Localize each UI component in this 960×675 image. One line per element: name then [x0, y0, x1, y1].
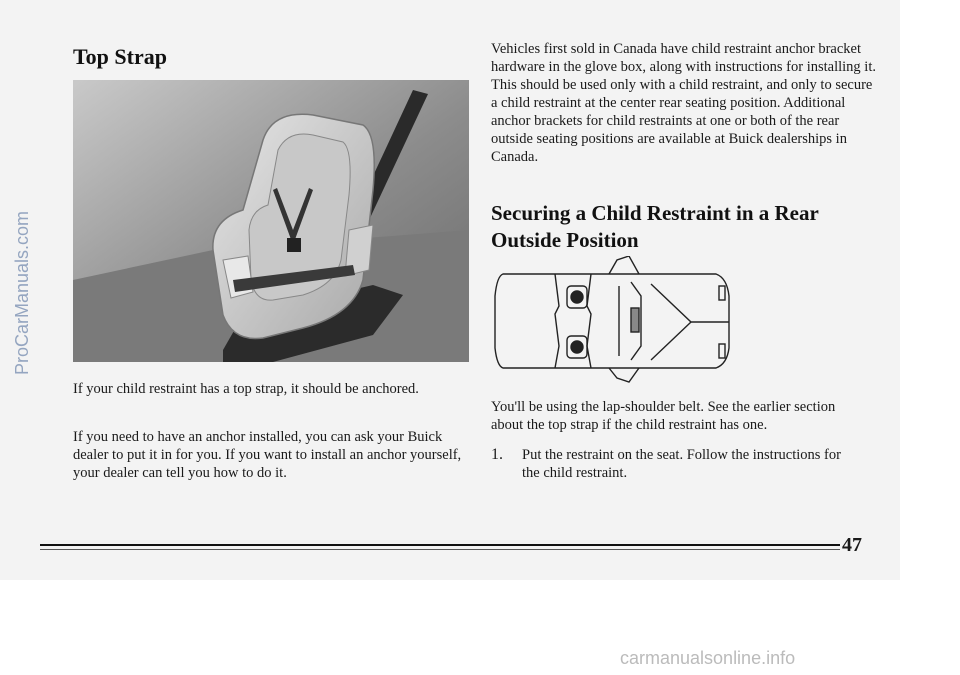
paragraph-anchor-installation: If you need to have an anchor installed, you can ask your Buick dealer to put it in for you. If you want to install an anchor yourself, your dealer can tell you how to do it. — [73, 429, 462, 481]
step-number: 1. — [491, 446, 503, 463]
child-seat-photo — [73, 80, 469, 362]
step-text: Put the restraint on the seat. Follow the instructions for the child restraint. — [522, 447, 841, 481]
section-heading-top-strap: Top Strap — [73, 44, 167, 69]
footer-rule-thin — [40, 549, 840, 550]
paragraph-canada-anchor-hardware: Vehicles first sold in Canada have child restraint anchor bracket hardware in the glove box, along with instructions for installing it. This should be used only with a child restraint, and only to secure a child restraint at the center rear seating position. Additional anchor brackets for child restraints at one or both of the rear outside seating positions are available at Buick dealerships in Canada. — [491, 41, 876, 165]
section-heading-rear-outside-position: Securing a Child Restraint in a Rear Outside Position — [491, 201, 819, 252]
instruction-step-1 — [491, 446, 861, 482]
paragraph-lap-shoulder-belt: You'll be using the lap-shoulder belt. See the earlier section about the top strap if the child restraint has one. — [491, 399, 836, 433]
footer-rule-thick — [40, 544, 840, 546]
paragraph-top-strap-anchored: If your child restraint has a top strap, it should be anchored. — [73, 381, 419, 397]
page-number: 47 — [842, 534, 862, 556]
vehicle-seating-diagram — [491, 256, 737, 384]
footer-watermark: carmanualsonline.info — [620, 648, 796, 668]
side-watermark: ProCarManuals.com — [12, 210, 32, 375]
